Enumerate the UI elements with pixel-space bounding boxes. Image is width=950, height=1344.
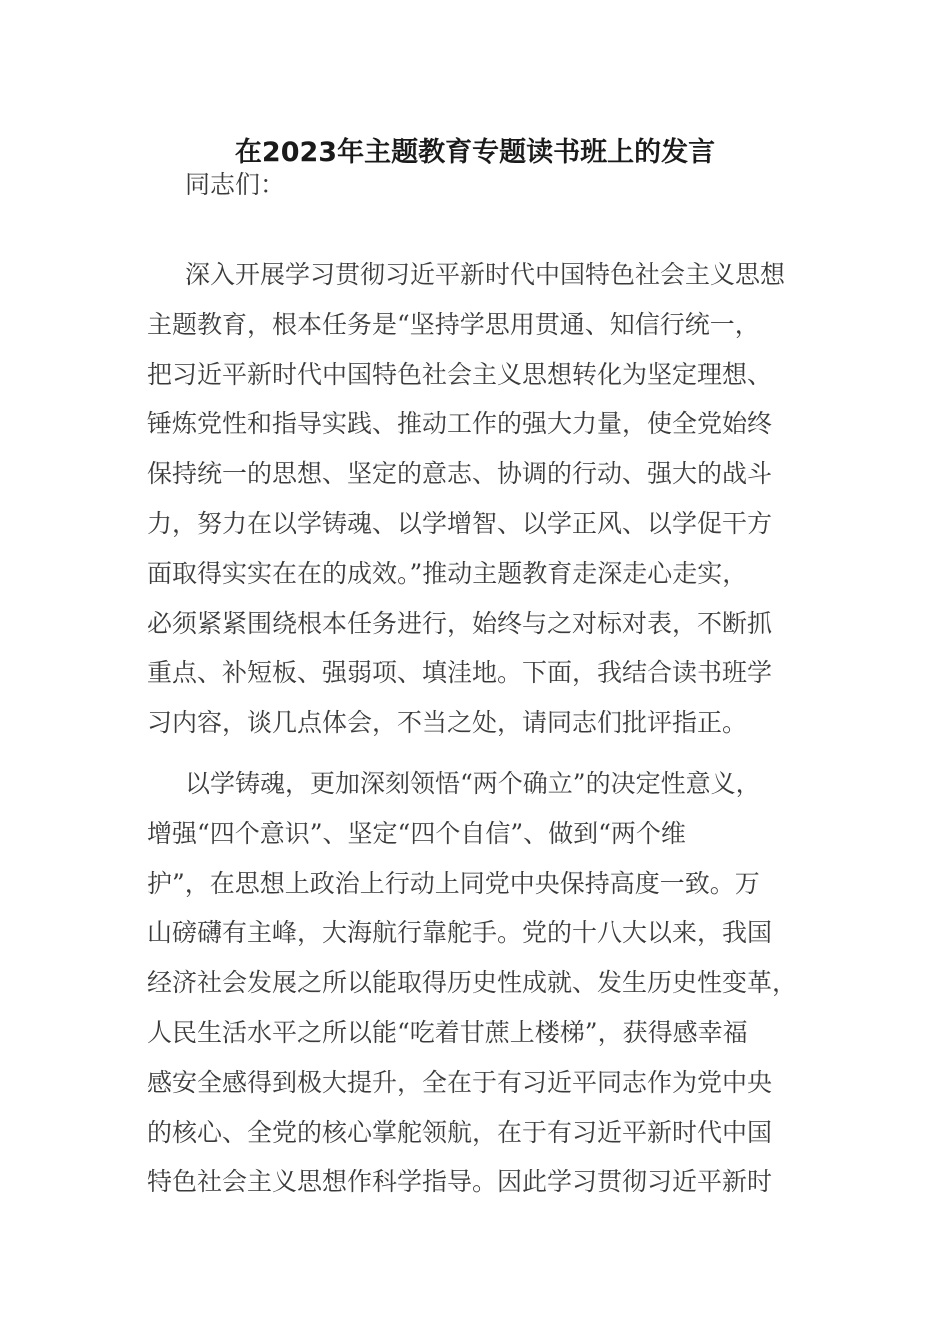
paragraph-line: 人民生活水平之所以能“吃着甘蔗上楼梯”，获得感幸福 xyxy=(147,1017,748,1047)
paragraph-line: 锤炼党性和指导实践、推动工作的强大力量，使全党始终 xyxy=(147,409,773,439)
paragraph-line: 深入开展学习贯彻习近平新时代中国特色社会主义思想 xyxy=(185,260,786,289)
paragraph-line: 主题教育，根本任务是“坚持学思用贯通、知信行统一， xyxy=(147,309,760,339)
paragraph-line: 必须紧紧围绕根本任务进行，始终与之对标对表，不断抓 xyxy=(147,608,773,638)
paragraph-line: 的核心、全党的核心掌舵领航，在于有习近平新时代中国 xyxy=(147,1117,773,1147)
paragraph-line: 山磅礴有主峰，大海航行靠舵手。党的十八大以来，我国 xyxy=(147,918,773,948)
paragraph-line: 面取得实实在在的成效。”推动主题教育走深走心走实， xyxy=(147,558,748,588)
paragraph-line: 保持统一的思想、坚定的意志、协调的行动、强大的战斗 xyxy=(147,459,773,489)
paragraph-line: 特色社会主义思想作科学指导。因此学习贯彻习近平新时 xyxy=(147,1167,773,1197)
greeting-line: 同志们： xyxy=(185,170,286,199)
paragraph-line: 经济社会发展之所以能取得历史性成就、发生历史性变革， xyxy=(147,968,798,998)
paragraph-line: 重点、补短板、强弱项、填洼地。下面，我结合读书班学 xyxy=(147,658,773,688)
paragraph-1 xyxy=(147,250,807,748)
paragraph-line: 增强“四个意识”、坚定“四个自信”、做到“两个维 xyxy=(147,818,686,848)
paragraph-line: 护”，在思想上政治上行动上同党中央保持高度一致。万 xyxy=(147,868,760,898)
document-title: 在2023年主题教育专题读书班上的发言 xyxy=(234,137,716,168)
paragraph-line: 感安全感得到极大提升，全在于有习近平同志作为党中央 xyxy=(147,1067,773,1097)
paragraph-line: 把习近平新时代中国特色社会主义思想转化为坚定理想、 xyxy=(147,359,773,389)
greeting xyxy=(147,160,807,210)
paragraph-line: 以学铸魂，更加深刻领悟“两个确立”的决定性意义， xyxy=(185,769,761,798)
paragraph-line: 力，努力在以学铸魂、以学增智、以学正风、以学促干方 xyxy=(147,508,773,538)
paragraph-2 xyxy=(147,759,807,1207)
paragraph-line: 习内容，谈几点体会，不当之处，请同志们批评指正。 xyxy=(147,708,748,738)
